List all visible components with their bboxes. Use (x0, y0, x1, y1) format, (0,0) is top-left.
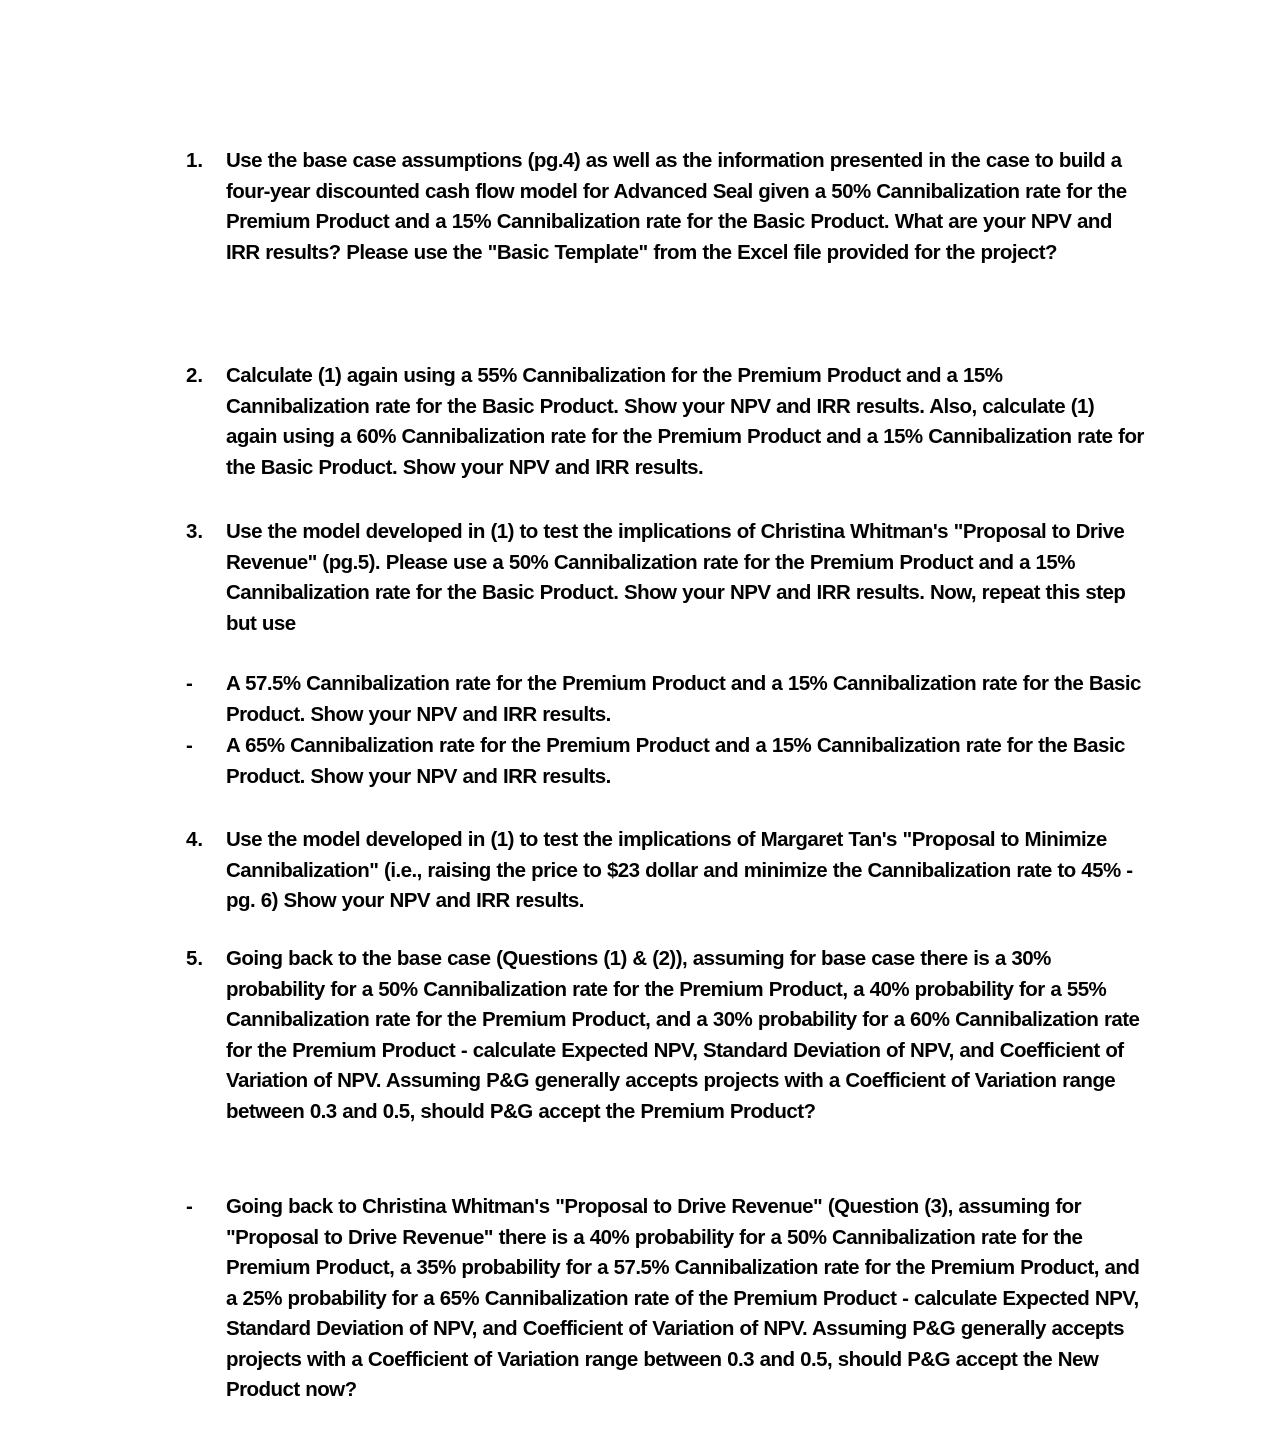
question-4 (186, 825, 1146, 917)
list-marker: 3. (186, 520, 204, 543)
question-text: Calculate (1) again using a 55% Cannibalization for the Premium Product and a 15% Cannibalization rate for the Basic Product. Show your NPV and IRR results. Also, calculate (1) again using a 60% Cannibalization rate for the Premium Product and a 15% Cannibalization rate for the Basic Product. Show your NPV and IRR results. (226, 364, 1144, 479)
list-marker: 2. (186, 364, 204, 387)
list-marker: 1. (186, 149, 204, 172)
list-marker: - (186, 1195, 193, 1218)
list-marker: 5. (186, 947, 204, 970)
list-marker: - (186, 672, 193, 695)
question-5 (186, 944, 1146, 1127)
question-3 (186, 517, 1146, 639)
list-marker: 4. (186, 828, 204, 851)
question-3-bullet-a (186, 669, 1146, 730)
question-1 (186, 146, 1146, 268)
list-marker: - (186, 734, 193, 757)
question-3-bullet-b (186, 731, 1146, 792)
question-text: Use the base case assumptions (pg.4) as well as the information presented in the case to build a four-year discounted cash flow model for Advanced Seal given a 50% Cannibalization rate for the Premium Product and a 15% Cannibalization rate for the Basic Product. What are your NPV and IRR results? Please use the "Basic Template" from the Excel file provided for the project? (226, 149, 1127, 264)
question-text: Going back to the base case (Questions (1) & (2)), assuming for base case there is a 30% probability for a 50% Cannibalization rate for the Premium Product, a 40% probability for a 55% Cannibalization rate for the Premium Product, and a 30% probability for a 60% Cannibalization rate for the Premium Product - calculate Expected NPV, Standard Deviation of NPV, and Coefficient of Variation of NPV. Assuming P&G generally accepts projects with a Coefficient of Variation range between 0.3 and 0.5, should P&G accept the Premium Product? (226, 947, 1140, 1123)
question-text: A 65% Cannibalization rate for the Premium Product and a 15% Cannibalization rate for the Basic Product. Show your NPV and IRR results. (226, 734, 1125, 788)
question-text: Use the model developed in (1) to test the implications of Christina Whitman's "Proposal to Drive Revenue" (pg.5). Please use a 50% Cannibalization rate for the Premium Product and a 15% Cannibalization rate for the Basic Product. Show your NPV and IRR results. Now, repeat this step but use (226, 520, 1126, 635)
question-text: Use the model developed in (1) to test the implications of Margaret Tan's "Proposal to Minimize Cannibalization" (i.e., raising the price to $23 dollar and minimize the Cannibalization rate to 45% - pg. 6) Show your NPV and IRR results. (226, 828, 1133, 912)
question-text: A 57.5% Cannibalization rate for the Premium Product and a 15% Cannibalization rate for the Basic Product. Show your NPV and IRR results. (226, 672, 1141, 726)
question-2 (186, 361, 1146, 483)
question-5-bullet (186, 1192, 1146, 1406)
question-text: Going back to Christina Whitman's "Proposal to Drive Revenue" (Question (3), assuming for "Proposal to Drive Revenue" there is a 40% probability for a 50% Cannibalization rate for the Premium Product, a 35% probability for a 57.5% Cannibalization rate for the Premium Product, and a 25% probability for a 65% Cannibalization rate of the Premium Product - calculate Expected NPV, Standard Deviation of NPV, and Coefficient of Variation of NPV. Assuming P&G generally accepts projects with a Coefficient of Variation range between 0.3 and 0.5, should P&G accept the New Product now? (226, 1195, 1140, 1401)
